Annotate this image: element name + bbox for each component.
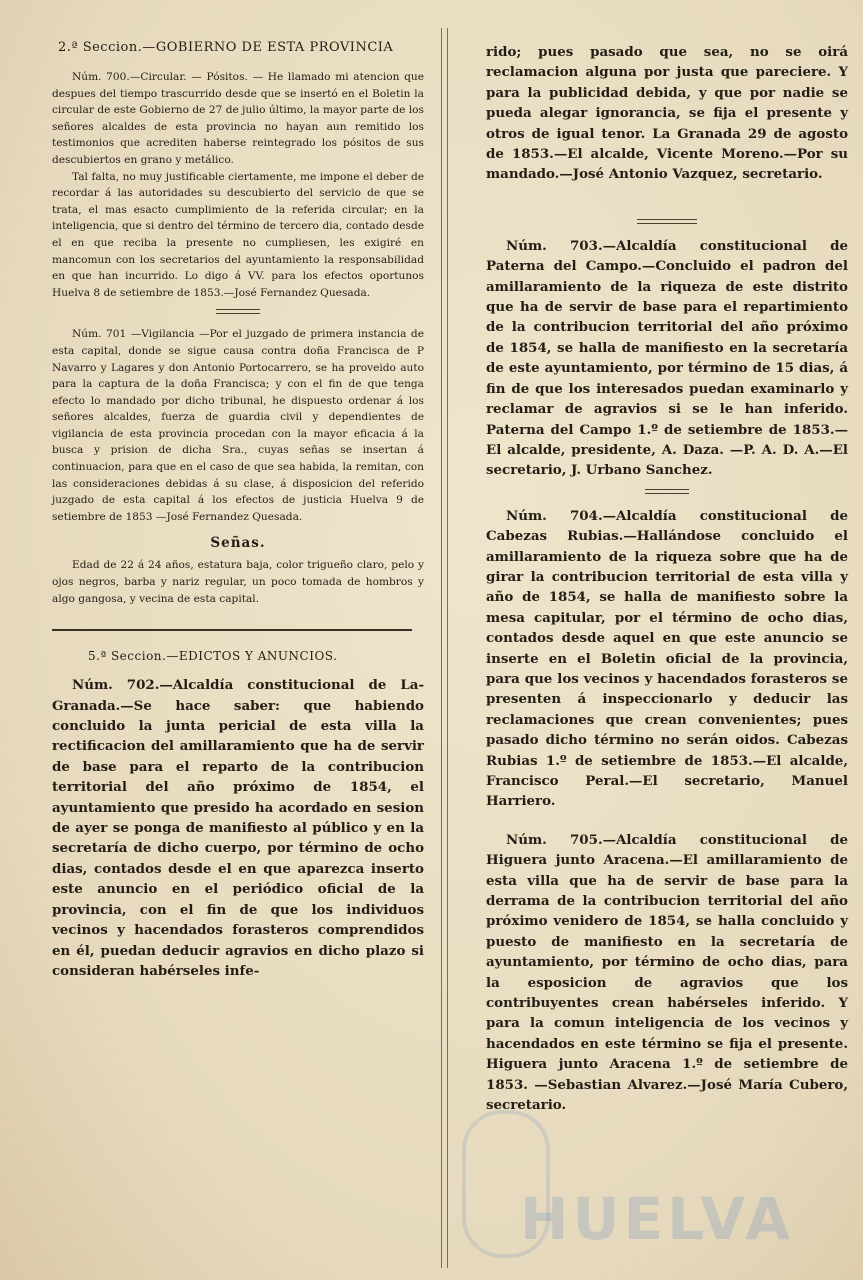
section-5-title: 5.ª Seccion.—EDICTOS Y ANUNCIOS.	[88, 649, 338, 664]
separator	[216, 309, 260, 314]
column-rule	[447, 28, 448, 1268]
section-divider	[52, 629, 412, 631]
notice-705: Núm. 705.—Alcaldía constitucional de Higuera junto Aracena.—El amillaramiento de esta villa que ha de servir de base para la derrama de la contribucion territorial del año próximo venidero de 1854, se halla concluido y puesto de manifiesto en la secretaría de ayuntamiento, por término de ocho dias, para la esposicion de agravios que los contribuyentes crean habérseles inferido. Y para la comun inteligencia de los vecinos y hacendados en este término se fija el presente. Higuera junto Aracena 1.º de setiembre de 1853. —Sebastian Alvarez.—José María Cubero, secretario.	[486, 831, 848, 1114]
right-column	[486, 42, 848, 1116]
notice-700-body: Tal falta, no muy justificable ciertamente, me impone el deber de recordar á las autoridades su descubierto del servicio de que se trata, el mas esacto cumplimiento de la referida circular; en la inteligencia, que si dentro del término de tercero dia, contado desde el en que reciba la presente no cumpliesen, les exigiré en mancomun con los secretarios del ayuntamiento la responsabilidad en que han incurrido. Lo digo á VV. para los efectos oportunos Huelva 8 de setiembre de 1853.—José Fernandez Quesada.	[52, 170, 424, 299]
senas-heading: Señas.	[210, 535, 266, 552]
notice-700: Núm. 700.—Circular. — Pósitos. — He llamado mi atencion que despues del tiempo trascurrido desde que se insertó en el Boletin la circular de este Gobierno de 27 de julio último, la mayor parte de los señores alcaldes de esta provincia no hayan aun remitido los testimonios que acrediten haberse reintegrado los pósitos de sus descubiertos en grano y metálico.	[52, 71, 424, 166]
notice-702: Núm. 702.—Alcaldía constitucional de La-Granada.—Se hace saber: que habiendo concluido la junta pericial de esta villa la rectificacion del amillaramiento que ha de servir de base para el reparto de la contribucion territorial del año próximo de 1854, el ayuntamiento que presido ha acordado en sesion de ayer se ponga de manifiesto al público y en la secretaría de dicho cuerpo, por término de ocho dias, contados desde el en que aparezca inserto este anuncio en el periódico oficial de la provincia, con el fin de que los individuos vecinos y hacendados forasteros comprendidos en él, puedan deducir agravios en dicho plazo si consideran habérseles infe-	[52, 677, 424, 979]
senas-text: Edad de 22 á 24 años, estatura baja, color trigueño claro, pelo y ojos negros, barba y nariz regular, un poco tomada de hombros y algo gangosa, y vecina de esta capital.	[52, 559, 424, 605]
notice-704: Núm. 704.—Alcaldía constitucional de Cabezas Rubias.—Hallándose concluido el amillaramiento de la riqueza sobre que ha de girar la contribucion territorial de esta villa y año de 1854, se halla de manifiesto sobre la mesa capitular, por el término de ocho dias, contados desde aquel en que este anuncio se inserte en el Boletin oficial de la provincia, para que los vecinos y hacendados forasteros se presenten á inspeccionarlo y deducir las reclamaciones que crean convenientes; pues pasado dicho término no serán oidos. Cabezas Rubias 1.º de setiembre de 1853.—El alcalde, Francisco Peral.—El secretario, Manuel Harriero.	[486, 507, 848, 810]
notice-701: Núm. 701 —Vigilancia —Por el juzgado de primera instancia de esta capital, donde se sigue causa contra doña Francisca de P Navarro y Lagares y don Antonio Portocarrero, se ha proveido auto para la captura de la doña Francisca; y con el fin de que tenga efecto lo mandado por dicho tribunal, he dispuesto ordenar á los señores alcaldes, fuerza de guardia civil y dependientes de vigilancia de esta provincia procedan con la mayor eficacia á la busca y prision de dicha Sra., cuyas señas se insertan á continuacion, para que en el caso de que sea habida, la remitan, con las consideraciones debidas á su clase, á disposicion del referido juzgado de esta capital á los efectos de justicia Huelva 9 de setiembre de 1853 —José Fernandez Quesada.	[52, 328, 424, 523]
left-column	[52, 40, 424, 981]
separator	[637, 219, 697, 224]
archive-watermark: HUELVA	[520, 1185, 795, 1253]
column-rule	[441, 28, 442, 1268]
separator	[645, 489, 689, 494]
notice-702-continued: rido; pues pasado que sea, no se oirá reclamacion alguna por justa que pareciere. Y para la publicidad debida, y que por nadie se pueda alegar ignorancia, se fija el presente y otros de igual tenor. La Granada 29 de agosto de 1853.—El alcalde, Vicente Moreno.—Por su mandado.—José Antonio Vazquez, secretario.	[486, 44, 848, 183]
notice-703: Núm. 703.—Alcaldía constitucional de Paterna del Campo.—Concluido el padron del amillaramiento de la riqueza de este distrito que ha de servir de base para el repartimiento de la contribucion territorial del año próximo de 1854, se halla de manifiesto en la secretaría de este ayuntamiento, por término de 15 dias, á fin de que los interesados puedan examinarlo y reclamar de agravios si se le han inferido. Paterna del Campo 1.º de setiembre de 1853.—El alcalde, presidente, A. Daza. —P. A. D. A.—El secretario, J. Urbano Sanchez.	[486, 237, 848, 479]
section-2-title: 2.ª Seccion.—GOBIERNO DE ESTA PROVINCIA	[58, 40, 394, 55]
